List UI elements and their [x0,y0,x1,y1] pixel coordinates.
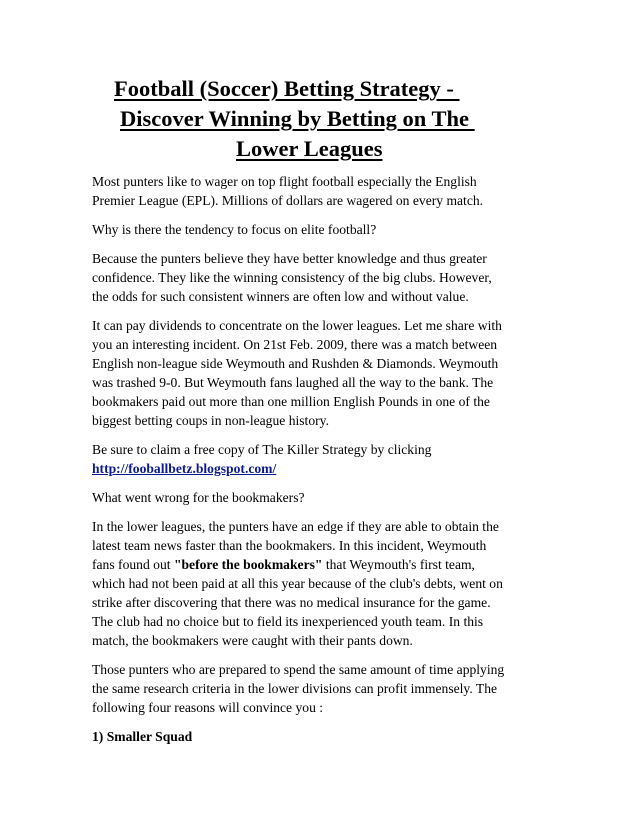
text-line: Why is there the tendency to focus on elite football? [92,222,377,237]
text-line: Those punters who are prepared to spend the same amount of time applying [92,662,505,677]
text-line: confidence. They like the winning consistency of the big clubs. However, [92,270,492,285]
text-line: latest team news faster than the bookmakers. In this incident, Weymouth [92,538,487,553]
text-line: In the lower leagues, the punters have an edge if they are able to obtain the [92,519,499,534]
paragraph-question [92,220,552,239]
title-line-3: Lower Leagues [236,136,383,161]
text-line [92,555,552,574]
article-body [92,172,552,746]
text-line: was trashed 9-0. But Weymouth fans laughed all the way to the bank. The [92,375,494,390]
text-line: you an interesting incident. On 21st Feb. 2009, there was a match between [92,337,498,352]
text-fragment: that Weymouth's first team, [322,557,475,572]
text-line: It can pay dividends to concentrate on the lower leagues. Let me share with [92,318,502,333]
text-line: following four reasons will convince you : [92,700,324,715]
paragraph-edge [92,517,552,650]
text-line: the odds for such consistent winners are often low and without value. [92,289,469,304]
paragraph-intro [92,172,552,210]
text-line: Premier League (EPL). Millions of dollars are wagered on every match. [92,193,484,208]
text-line: What went wrong for the bookmakers? [92,490,305,505]
text-line: The club had no choice but to field its inexperienced youth team. In this [92,614,484,629]
emphasis-text: "before the bookmakers" [173,557,323,572]
text-line: Most punters like to wager on top flight football especially the English [92,174,477,189]
title-line-1: Football (Soccer) Betting Strategy - [114,76,460,101]
blog-link[interactable]: http://fooballbetz.blogspot.com/ [92,461,277,476]
page-title [92,74,552,164]
text-line: strike after discovering that there was no medical insurance for the game. [92,595,491,610]
text-line: bookmakers paid out more than one million English Pounds in one of the [92,394,490,409]
paragraph-offer [92,440,552,478]
text-line: Be sure to claim a free copy of The Killer Strategy by clicking [92,442,432,457]
paragraph-incident [92,316,552,430]
paragraph-reason [92,249,552,306]
paragraph-research [92,660,552,717]
paragraph-question-2 [92,488,552,507]
text-line: English non-league side Weymouth and Rushden & Diamonds. Weymouth [92,356,499,371]
text-line: which had not been paid at all this year because of the club's debts, went on [92,576,503,591]
text-line: biggest betting coups in non-league history. [92,413,329,428]
text-line: Because the punters believe they have better knowledge and thus greater [92,251,487,266]
text-line: the same research criteria in the lower divisions can profit immensely. The [92,681,498,696]
text-fragment: fans found out [92,557,174,572]
text-line: match, the bookmakers were caught with their pants down. [92,633,413,648]
section-heading [92,727,552,746]
document-page [92,74,552,756]
section-heading-text: 1) Smaller Squad [92,729,193,744]
title-line-2: Discover Winning by Betting on The [120,106,475,131]
